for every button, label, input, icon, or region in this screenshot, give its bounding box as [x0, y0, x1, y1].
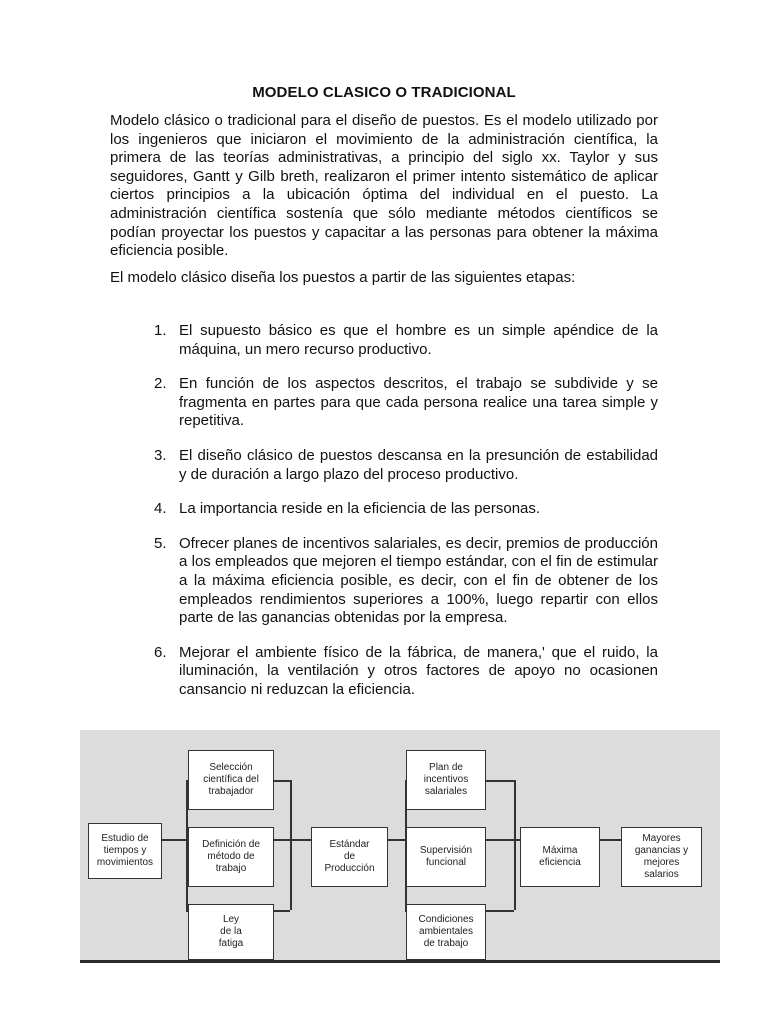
- step-number: 6.: [154, 643, 167, 661]
- connector-maxima-to-mayores: [600, 839, 621, 841]
- box-estandar-produccion: Estándar de Producción: [311, 827, 388, 887]
- step-number: 5.: [154, 534, 167, 552]
- step-text: Ofrecer planes de incentivos salariales, es decir, premios de producción a los empleados que mejoren el tiempo estándar, con el fin de estimular a la máxima eficiencia posible, es decir, con el fin de obtener de los empleados rendimientos superiores a 100%, luego repartir con ellos parte de las ganancias obtenidas por la empresa.: [179, 534, 658, 627]
- connector-from-supervision: [486, 839, 514, 841]
- connector-estudio-to-definicion: [161, 839, 186, 841]
- step-item: [110, 500, 658, 519]
- step-number: 1.: [154, 322, 167, 339]
- flow-diagram: [80, 730, 720, 962]
- box-estudio-tiempos: Estudio de tiempos y movimientos: [88, 823, 162, 879]
- step-item: [110, 447, 658, 484]
- connector-mid-left-vertical: [290, 780, 292, 910]
- step-item: [110, 322, 658, 359]
- step-text: En función de los aspectos descritos, el trabajo se subdivide y se fragmenta en partes para que cada persona realice una tarea simple y repetitiva.: [179, 375, 658, 430]
- intro-paragraph: Modelo clásico o tradicional para el diseño de puestos. Es el modelo utilizado por los ingenieros que iniciaron el movimiento de la administración científica, la primera de las teorías administrativas, a principio del siglo xx. Taylor y sus seguidores, Gantt y Gilb breth, realizaron el primer intento sistemático de aplicar ciertos principios a la ubicación óptima del individual en el puesto. La administración científica sostenía que sólo mediante métodos científicos se podían proyectar los puestos y capacitar a las personas para obtener la máxima eficiencia posible.: [110, 112, 658, 260]
- connector-from-definicion: [274, 839, 311, 841]
- box-supervision-funcional: Supervisión funcional: [406, 827, 486, 887]
- step-text: La importancia reside en la eficiencia de las personas.: [179, 500, 541, 518]
- connector-from-ley: [274, 910, 290, 912]
- page-title: MODELO CLASICO O TRADICIONAL: [252, 84, 516, 101]
- box-condiciones-ambientales: Condiciones ambientales de trabajo: [406, 904, 486, 960]
- step-text: El diseño clásico de puestos descansa en la presunción de estabilidad y de duración a largo plazo del proceso productivo.: [179, 446, 658, 483]
- lead-in-paragraph: El modelo clásico diseña los puestos a partir de las siguientes etapas:: [110, 269, 576, 286]
- box-seleccion-cientifica: Selección científica del trabajador: [188, 750, 274, 810]
- connector-from-condiciones: [486, 910, 514, 912]
- bottom-rule: [80, 960, 720, 963]
- step-item: [110, 535, 658, 628]
- connector-from-plan: [486, 780, 514, 782]
- box-plan-incentivos: Plan de incentivos salariales: [406, 750, 486, 810]
- step-number: 4.: [154, 500, 167, 518]
- connector-right-vertical: [514, 780, 516, 910]
- connector-from-seleccion: [274, 780, 290, 782]
- step-number: 2.: [154, 375, 167, 393]
- step-number: 3.: [154, 446, 167, 464]
- steps-list: [110, 322, 658, 700]
- box-ley-fatiga: Ley de la fatiga: [188, 904, 274, 960]
- box-definicion-metodo: Definición de método de trabajo: [188, 827, 274, 887]
- box-mayores-ganancias: Mayores ganancias y mejores salarios: [621, 827, 702, 887]
- step-item: [110, 644, 658, 700]
- step-text: El supuesto básico es que el hombre es un simple apéndice de la máquina, un mero recurso productivo.: [179, 322, 658, 358]
- connector-from-estandar: [388, 839, 405, 841]
- step-item: [110, 375, 658, 431]
- box-maxima-eficiencia: Máxima eficiencia: [520, 827, 600, 887]
- step-text: Mejorar el ambiente físico de la fábrica, de manera,' que el ruido, la iluminación, la ventilación y otros factores de apoyo no ocasionen cansancio ni reduzcan la eficiencia.: [179, 643, 658, 698]
